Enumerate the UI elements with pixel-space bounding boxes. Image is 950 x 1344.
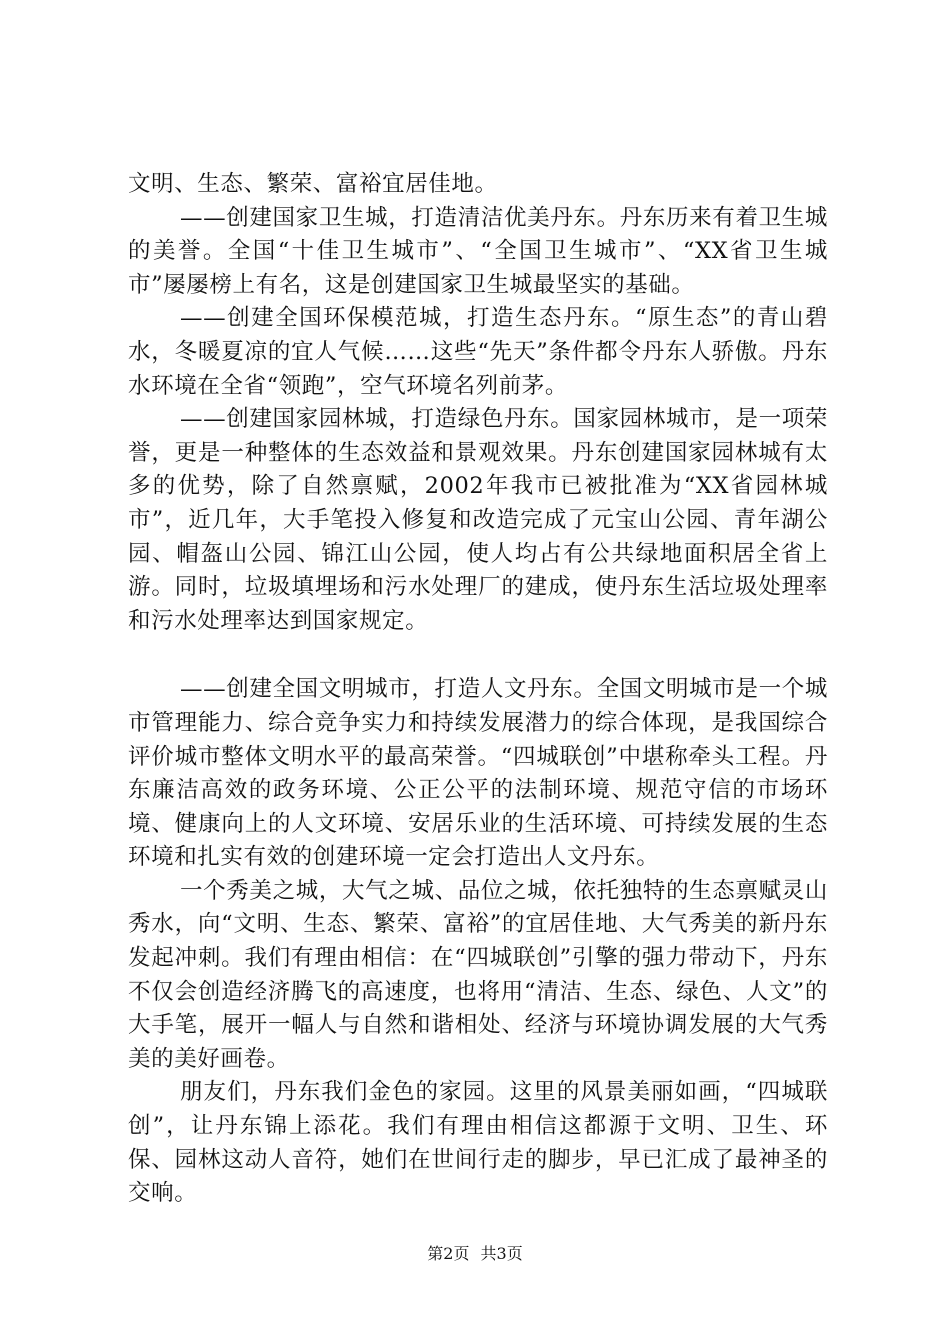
paragraph-closing: 朋友们，丹东我们金色的家园。这里的风景美丽如画，“四城联创”，让丹东锦上添花。我们有理由相信这都源于文明、卫生、环保、园林这动人音符，她们在世间行走的脚步，早已汇成了最神圣的交响。 <box>128 1079 828 1207</box>
page-number: 第2页 <box>427 1244 470 1263</box>
paragraph-civilized-city: ——创建全国文明城市，打造人文丹东。全国文明城市是一个城市管理能力、综合竞争实力和持续发展潜力的综合体现，是我国综合评价城市整体文明水平的最高荣誉。“四城联创”中堪称牵头工程。丹东廉洁高效的政务环境、公正公平的法制环境、规范守信的市场环境、健康向上的人文环境、安居乐业的生活环境、可持续发展的生态环境和扎实有效的创建环境一定会打造出人文丹东。 <box>128 676 828 871</box>
document-body <box>128 168 828 1211</box>
page-footer <box>0 1244 950 1264</box>
paragraph-garden-city: ——创建国家园林城，打造绿色丹东。国家园林城市，是一项荣誉，更是一种整体的生态效益和景观效果。丹东创建国家园林城有太多的优势，除了自然禀赋，2002年我市已被批准为“XX省园林城市”，近几年，大手笔投入修复和改造完成了元宝山公园、青年湖公园、帽盔山公园、锦江山公园，使人均占有公共绿地面积居全省上游。同时，垃圾填埋场和污水处理厂的建成，使丹东生活垃圾处理率和污水处理率达到国家规定。 <box>128 406 828 634</box>
paragraph-environmental-city: ——创建全国环保模范城，打造生态丹东。“原生态”的青山碧水，冬暖夏凉的宜人气候……这些“先天”条件都令丹东人骄傲。丹东水环境在全省“领跑”，空气环境名列前茅。 <box>128 305 828 399</box>
paragraph-continuation: 文明、生态、繁荣、富裕宜居佳地。 <box>128 171 498 197</box>
paragraph-beautiful-city: 一个秀美之城，大气之城、品位之城，依托独特的生态禀赋灵山秀水，向“文明、生态、繁荣、富裕”的宜居佳地、大气秀美的新丹东发起冲刺。我们有理由相信：在“四城联创”引擎的强力带动下，丹东不仅会创造经济腾飞的高速度，也将用“清洁、生态、绿色、人文”的大手笔，展开一幅人与自然和谐相处、经济与环境协调发展的大气秀美的美好画卷。 <box>128 877 828 1072</box>
paragraph-sanitary-city: ——创建国家卫生城，打造清洁优美丹东。丹东历来有着卫生城的美誉。全国“十佳卫生城市”、“全国卫生城市”、“XX省卫生城市”屡屡榜上有名，这是创建国家卫生城最坚实的基础。 <box>128 204 828 298</box>
page-total: 共3页 <box>480 1244 523 1263</box>
